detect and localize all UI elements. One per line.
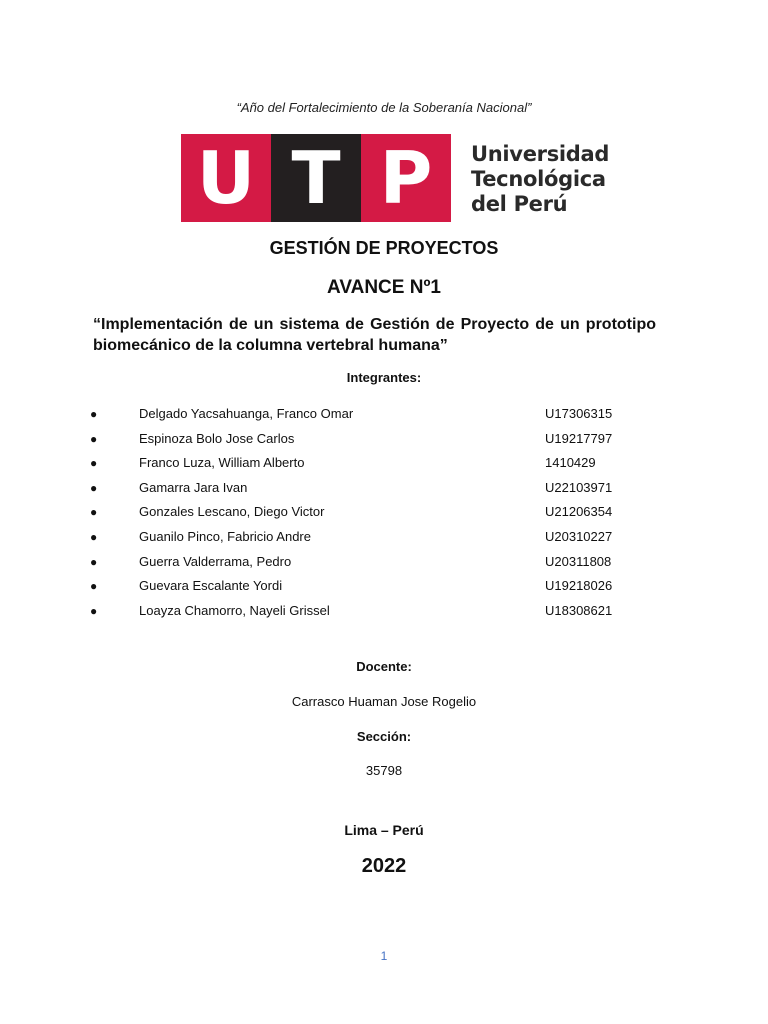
bullet-icon: ● [90, 407, 98, 421]
motto-text: “Año del Fortalecimiento de la Soberanía Nacional” [236, 100, 532, 115]
utp-logo [181, 134, 610, 222]
logo-wordmark [471, 142, 609, 217]
member-row [0, 430, 768, 455]
member-name: Guevara Escalante Yordi [139, 578, 283, 594]
member-name: Gamarra Jara Ivan [139, 479, 248, 495]
logo-letter-t: T [291, 136, 341, 220]
member-code: U21206354 [545, 504, 613, 520]
logo-letter-u: U [196, 136, 256, 220]
member-name: Loayza Chamorro, Nayeli Grissel [139, 602, 330, 618]
members-label: Integrantes: [346, 370, 422, 385]
docente-label: Docente: [356, 659, 412, 674]
members-list [0, 405, 768, 626]
bullet-icon: ● [90, 554, 98, 569]
member-row [0, 577, 768, 602]
bullet-icon: ● [90, 505, 98, 520]
logo-box-t [271, 134, 361, 222]
place-text: Lima – Perú [344, 822, 424, 838]
seccion-label: Sección: [356, 729, 412, 744]
bullet-icon: ● [90, 456, 98, 471]
logo-box-u [181, 134, 271, 222]
bullet-icon: ● [90, 579, 98, 594]
member-code: U20311808 [545, 553, 612, 569]
member-name: Espinoza Bolo Jose Carlos [139, 430, 295, 446]
logo-word-tecnologica: Tecnológica [471, 167, 606, 191]
member-row [0, 553, 768, 578]
bullet-icon: ● [90, 431, 98, 446]
member-code: U19217797 [545, 430, 613, 446]
member-code: U19218026 [545, 578, 613, 594]
member-row [0, 479, 768, 504]
logo-box-p [361, 134, 451, 222]
course-title: GESTIÓN DE PROYECTOS [269, 238, 499, 258]
bullet-icon: ● [90, 480, 98, 495]
member-name: Gonzales Lescano, Diego Victor [139, 504, 325, 520]
logo-letter-p: P [379, 136, 433, 220]
project-title: “Implementación de un sistema de Gestión de Proyecto de un prototipo biomecánico de la columna vertebral humana” [93, 316, 656, 354]
bullet-icon: ● [90, 529, 98, 544]
member-row [0, 503, 768, 528]
member-code: U17306315 [545, 406, 613, 421]
seccion-code: 35798 [365, 763, 403, 778]
docente-name: Carrasco Huaman Jose Rogelio [291, 694, 477, 709]
logo-word-del-peru: del Perú [471, 192, 568, 216]
member-name: Guerra Valderrama, Pedro [139, 553, 292, 569]
member-row [0, 528, 768, 553]
member-row [0, 602, 768, 627]
member-code: 1410429 [545, 455, 596, 471]
member-row [0, 454, 768, 479]
page-number: 1 [380, 949, 388, 963]
logo-word-universidad: Universidad [471, 142, 610, 166]
member-code: U22103971 [545, 479, 613, 495]
member-code: U20310227 [545, 528, 613, 544]
bullet-icon: ● [90, 603, 98, 618]
member-code: U18308621 [545, 602, 613, 618]
avance-title: AVANCE Nº1 [327, 277, 441, 298]
year-text: 2022 [361, 855, 407, 877]
member-row [0, 405, 768, 430]
member-name: Guanilo Pinco, Fabricio Andre [139, 528, 311, 544]
member-name: Delgado Yacsahuanga, Franco Omar [139, 406, 354, 421]
member-name: Franco Luza, William Alberto [139, 455, 305, 471]
